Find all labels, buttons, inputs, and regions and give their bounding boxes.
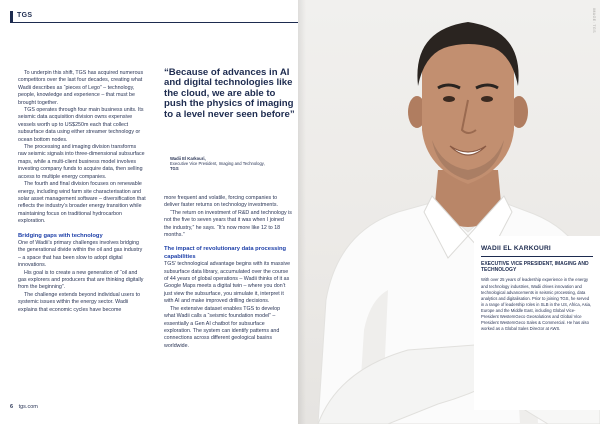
article-paragraph: TGS operates through four main business units. Its seismic data acquisition division owns expensive vessels worth up to US$250m each that collect subsurface data using either streamer technology or ocean bottom nodes. [18, 107, 144, 143]
bio-title: EXECUTIVE VICE PRESIDENT, IMAGING AND TECHNOLOGY [481, 261, 589, 274]
right-page [298, 0, 600, 424]
attribution-name: Wadii El Karkouri, [170, 156, 206, 161]
bio-name: WADII EL KARKOURI [481, 245, 551, 252]
spine-shadow [298, 0, 306, 424]
bio-text: With over 25 years of leadership experience in the energy and technology industries, Wadii drives innovation and technological advancements in seismic processing, data analytics and digitalisation. Prior to joining TGS, he served in a range of leadership roles in SLB in the US, Africa, Asia, Europe and the Middle East, including Global Vice-President WesternGeco Geosolutions and Global Vice President WesternGeco Sales & Commercial. He has also worked as a Global Sales Director at AWS. [481, 277, 592, 332]
section-label: TGS [17, 12, 33, 19]
article-paragraph: One of Wadii’s primary challenges involves bridging the generational divide within the oil and gas industry – a space that has been slow to adopt digital innovations. [18, 239, 143, 269]
article-paragraph: TGS’ technological advantage begins with its massive subsurface data library, accumulated over the course of 44 years of global operations – Wadii thinks of it as Google Maps meets a digital twin – where you don’t just view the subsurface, you simulate it, interpret it with AI and make improved drilling decisions. [164, 261, 291, 305]
article-subheading: The impact of revolutionary data processing capabilities [164, 246, 287, 260]
face [422, 32, 514, 184]
attribution-company: TGS [170, 166, 179, 172]
attribution-role: Executive Vice President, Imaging and Technology, [170, 161, 265, 167]
article-subheading: Bridging gaps with technology [18, 232, 103, 239]
image-credit: IMAGE: TGS [592, 8, 596, 33]
site-url: tgs.com [18, 404, 38, 410]
article-column-2 [164, 195, 292, 350]
left-page [0, 0, 298, 424]
eye [481, 96, 493, 102]
header-tab-marker [10, 11, 13, 22]
article-paragraph: The extensive dataset enables TGS to develop what Wadii calls a “seismic foundation model” – essentially a Gen AI chatbot for subsurface exploration. The system can identify patterns and connections across different geological basins worldwide. [164, 305, 281, 349]
article-paragraph: The fourth and final division focuses on renewable energy, including wind farm site characterisation and solar asset management software – diversification that reflects the industry’s broader energy transition while maintaining focus on traditional hydrocarbon exploration. [18, 181, 146, 225]
page-footer [10, 404, 38, 410]
header-rule [10, 22, 298, 23]
page-number: 6 [10, 404, 14, 410]
bio-box [474, 236, 600, 410]
article-column-1 [18, 70, 146, 314]
article-paragraph: His goal is to create a new generation of “oil and gas explorers and producers that are thinking digitally from the beginning”. [18, 269, 144, 291]
article-paragraph: more frequent and volatile, forcing companies to deliver faster returns on technology investments. [164, 195, 278, 209]
eye [443, 96, 455, 102]
article-paragraph: The challenge extends beyond individual users to systemic issues within the energy sector. Wadii explains that economic cycles have become [18, 291, 141, 313]
article-paragraph: The processing and imaging division transforms raw seismic signals into three-dimensional subsurface maps, while a multi-client business model involves investing company funds to acquire data, then selling access to multiple energy companies. [18, 144, 145, 180]
pull-quote: “Because of advances in AI and digital technologies like the cloud, we are able to push the physics of imaging to a level never seen before” [164, 67, 295, 120]
pull-quote-attribution [170, 156, 280, 172]
article-paragraph: To underpin this shift, TGS has acquired numerous competitors over the last four decades, creating what Wadii describes as “pieces of Lego” – technology, people, knowledge and experience – that must be brought together. [18, 70, 144, 106]
bio-divider [481, 256, 593, 257]
article-paragraph: “The return on investment of R&D and technology is not the five to seven years that it was when I joined the industry,” he says. “It’s now more like 12 to 18 months.” [164, 209, 292, 239]
